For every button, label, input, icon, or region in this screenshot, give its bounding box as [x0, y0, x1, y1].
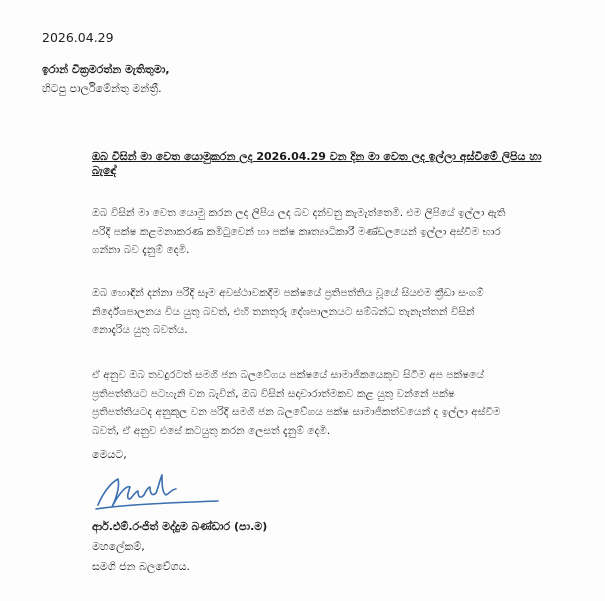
signatory-organization: සමගි ජන බලවේගය.	[92, 560, 190, 573]
paragraph-line: නිර්දේශපාලනය විය යුතු බවත්, එහි තනතුරු දේශපාලනයට සම්බන්ධ තැනැත්තන් විසින්	[92, 305, 475, 318]
closing: මෙයට,	[92, 448, 127, 461]
recipient-title: හිටපු පාර්ලිමේන්තු මන්ත්‍රී.	[42, 82, 162, 95]
paragraph-line: පරිදි පක්ෂ කළමනාකරණ කමිටුවෙන් හා පක්ෂ කෘත්‍යාධිකාරී මණ්ඩලයෙන් ඉල්ලා අස්වීම භාර	[92, 225, 501, 238]
body-paragraph	[92, 366, 566, 440]
paragraph-line: ගන්නා බව දැනුම් දෙමි.	[92, 244, 190, 256]
body-paragraph	[92, 204, 566, 260]
subject-line: ඔබ විසින් මා වෙත යොමුකරන ලද 2026.04.29 වන දින මා වෙත ලද ඉල්ලා අස්වීමේ ලිපිය හා	[92, 150, 542, 163]
body-paragraph	[92, 284, 566, 340]
subject	[92, 150, 566, 178]
paragraph-line: ප්‍රතිපත්තියට පටහැනි වන බැවින්, ඔබ විසින් සදාචාරාත්මකව කළ යුතු වන්නේ පක්ෂ	[92, 387, 455, 400]
signature-image	[92, 465, 222, 515]
paragraph-line: ඔබ හොඳින් දන්නා පරිදි සෑම අවස්ථාවකදීම පක්ෂයේ ප්‍රතිපත්තිය වූයේ සියළුම ක්‍රීඩා සංගම්	[92, 287, 484, 299]
paragraph-line: ප්‍රතිපත්තියටද අනුකූල වන පරිදි සමගි ජන බලවේගය පක්ෂ සාමාජිකත්වයෙන් ද ඉල්ලා අස්වීම	[92, 406, 501, 418]
letter-date: 2026.04.29	[42, 30, 114, 45]
signatory-title: මහලේකම්,	[92, 540, 145, 553]
paragraph-line: නොදැරිය යුතු බවත්ය.	[92, 324, 188, 336]
paragraph-line: ඔබ විසින් මා වෙත යොමු කරන ලද ලිපිය ලද බව දන්වනු කැමැත්තෙමි. එම ලිපියේ ඉල්ලා ඇති	[92, 207, 506, 219]
signatory-name: ආර්.එම්.රංජිත් මද්දුම බණ්ඩාර (පා.ම)	[92, 520, 268, 533]
recipient-name: ඉරාන් වික්‍රමරත්න මැතිතුමා,	[42, 63, 170, 76]
paragraph-line: ඒ අනුව ඔබ තවදුරටත් සමගි ජන බලවේගය පක්ෂයේ සාමාජිකයෙකුව සිටීම අප පක්ෂයේ	[92, 369, 485, 381]
paragraph-line: බවත්, ඒ අනුව එසේ කටයුතු කරන ලෙසත් දැනුම් දෙමි.	[92, 424, 331, 437]
subject-line: බැඳේ	[92, 164, 117, 177]
